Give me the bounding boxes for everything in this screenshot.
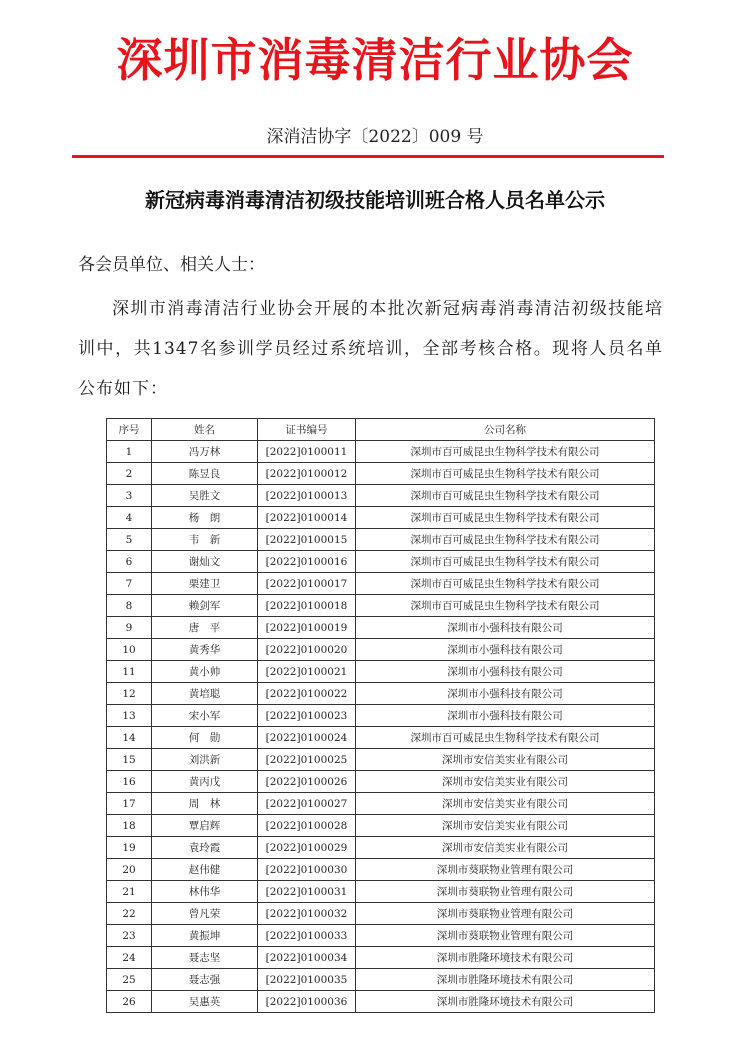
table-row [107,705,655,727]
certificate-cell: [2022]0100013 [258,485,356,507]
red-divider-line [72,155,664,158]
company-cell: 深圳市安信美实业有限公司 [356,837,655,859]
company-cell: 深圳市百可威昆虫生物科学技术有限公司 [356,551,655,573]
table-row [107,727,655,749]
table-row [107,573,655,595]
salutation: 各会员单位、相关人士： [78,255,265,275]
name-cell: 冯万林 [152,441,258,463]
personnel-table [106,418,655,1013]
certificate-cell: [2022]0100033 [258,925,356,947]
table-row [107,595,655,617]
company-cell: 深圳市葵联物业管理有限公司 [356,859,655,881]
table-row [107,617,655,639]
table-row [107,485,655,507]
table-body [107,441,655,1013]
name-cell: 林伟华 [152,881,258,903]
certificate-cell: [2022]0100025 [258,749,356,771]
company-cell: 深圳市百可威昆虫生物科学技术有限公司 [356,573,655,595]
name-cell: 韦 新 [152,529,258,551]
serial-cell: 10 [107,639,152,661]
table-row [107,991,655,1013]
header-name: 姓名 [152,419,258,441]
name-cell: 谢灿文 [152,551,258,573]
serial-cell: 14 [107,727,152,749]
name-cell: 黄小帅 [152,661,258,683]
table-row [107,969,655,991]
serial-cell: 16 [107,771,152,793]
serial-cell: 23 [107,925,152,947]
company-cell: 深圳市百可威昆虫生物科学技术有限公司 [356,529,655,551]
name-cell: 黄秀华 [152,639,258,661]
name-cell: 吴惠英 [152,991,258,1013]
serial-cell: 1 [107,441,152,463]
company-cell: 深圳市葵联物业管理有限公司 [356,881,655,903]
serial-cell: 8 [107,595,152,617]
company-cell: 深圳市葵联物业管理有限公司 [356,925,655,947]
serial-cell: 24 [107,947,152,969]
body-paragraph: 深圳市消毒清洁行业协会开展的本批次新冠病毒消毒清洁初级技能培训中，共1347名参训学员经过系统培训，全部考核合格。现将人员名单公布如下： [78,299,663,399]
header-serial: 序号 [107,419,152,441]
certificate-cell: [2022]0100030 [258,859,356,881]
serial-cell: 20 [107,859,152,881]
certificate-cell: [2022]0100014 [258,507,356,529]
company-cell: 深圳市安信美实业有限公司 [356,815,655,837]
table-row [107,639,655,661]
name-cell: 杨 朗 [152,507,258,529]
serial-cell: 17 [107,793,152,815]
table-row [107,661,655,683]
table-header-row [107,419,655,441]
serial-cell: 25 [107,969,152,991]
company-cell: 深圳市百可威昆虫生物科学技术有限公司 [356,727,655,749]
company-cell: 深圳市胜隆环境技术有限公司 [356,991,655,1013]
table-row [107,441,655,463]
company-cell: 深圳市安信美实业有限公司 [356,793,655,815]
company-cell: 深圳市安信美实业有限公司 [356,749,655,771]
serial-cell: 6 [107,551,152,573]
certificate-cell: [2022]0100024 [258,727,356,749]
certificate-cell: [2022]0100022 [258,683,356,705]
table-row [107,815,655,837]
name-cell: 何 勋 [152,727,258,749]
certificate-cell: [2022]0100034 [258,947,356,969]
company-cell: 深圳市胜隆环境技术有限公司 [356,969,655,991]
serial-cell: 7 [107,573,152,595]
certificate-cell: [2022]0100012 [258,463,356,485]
table-row [107,551,655,573]
company-cell: 深圳市葵联物业管理有限公司 [356,903,655,925]
company-cell: 深圳市小强科技有限公司 [356,617,655,639]
name-cell: 黄丙戊 [152,771,258,793]
name-cell: 黄振坤 [152,925,258,947]
certificate-cell: [2022]0100021 [258,661,356,683]
serial-cell: 5 [107,529,152,551]
serial-cell: 3 [107,485,152,507]
serial-cell: 9 [107,617,152,639]
company-cell: 深圳市小强科技有限公司 [356,683,655,705]
table-row [107,463,655,485]
company-cell: 深圳市胜隆环境技术有限公司 [356,947,655,969]
certificate-cell: [2022]0100015 [258,529,356,551]
table-row [107,859,655,881]
serial-cell: 19 [107,837,152,859]
serial-cell: 4 [107,507,152,529]
header-company: 公司名称 [356,419,655,441]
certificate-cell: [2022]0100011 [258,441,356,463]
company-cell: 深圳市百可威昆虫生物科学技术有限公司 [356,595,655,617]
name-cell: 赖剑军 [152,595,258,617]
name-cell: 聂志坚 [152,947,258,969]
name-cell: 赵伟健 [152,859,258,881]
serial-cell: 15 [107,749,152,771]
table-row [107,837,655,859]
name-cell: 袁玲霞 [152,837,258,859]
name-cell: 唐 平 [152,617,258,639]
name-cell: 栗建卫 [152,573,258,595]
table-row [107,529,655,551]
name-cell: 曾凡荣 [152,903,258,925]
serial-cell: 26 [107,991,152,1013]
certificate-cell: [2022]0100036 [258,991,356,1013]
name-cell: 陈昱良 [152,463,258,485]
name-cell: 聂志强 [152,969,258,991]
name-cell: 吴胜文 [152,485,258,507]
serial-cell: 11 [107,661,152,683]
name-cell: 刘洪新 [152,749,258,771]
serial-cell: 12 [107,683,152,705]
table-row [107,947,655,969]
company-cell: 深圳市安信美实业有限公司 [356,771,655,793]
company-cell: 深圳市小强科技有限公司 [356,639,655,661]
certificate-cell: [2022]0100032 [258,903,356,925]
table-row [107,771,655,793]
certificate-cell: [2022]0100017 [258,573,356,595]
header-certificate: 证书编号 [258,419,356,441]
serial-cell: 22 [107,903,152,925]
table-row [107,507,655,529]
certificate-cell: [2022]0100031 [258,881,356,903]
table-row [107,749,655,771]
name-cell: 黄培聪 [152,683,258,705]
company-cell: 深圳市百可威昆虫生物科学技术有限公司 [356,441,655,463]
certificate-cell: [2022]0100023 [258,705,356,727]
serial-cell: 13 [107,705,152,727]
certificate-cell: [2022]0100027 [258,793,356,815]
name-cell: 周 林 [152,793,258,815]
company-cell: 深圳市百可威昆虫生物科学技术有限公司 [356,463,655,485]
document-number: 深消洁协字〔2022〕009 号 [266,127,484,147]
company-cell: 深圳市百可威昆虫生物科学技术有限公司 [356,507,655,529]
name-cell: 覃启辉 [152,815,258,837]
serial-cell: 18 [107,815,152,837]
table-row [107,881,655,903]
table-row [107,925,655,947]
company-cell: 深圳市小强科技有限公司 [356,661,655,683]
certificate-cell: [2022]0100028 [258,815,356,837]
serial-cell: 21 [107,881,152,903]
table-row [107,683,655,705]
certificate-cell: [2022]0100019 [258,617,356,639]
certificate-cell: [2022]0100020 [258,639,356,661]
certificate-cell: [2022]0100016 [258,551,356,573]
certificate-cell: [2022]0100018 [258,595,356,617]
company-cell: 深圳市百可威昆虫生物科学技术有限公司 [356,485,655,507]
certificate-cell: [2022]0100026 [258,771,356,793]
name-cell: 宋小军 [152,705,258,727]
certificate-cell: [2022]0100029 [258,837,356,859]
table-row [107,793,655,815]
document-title: 新冠病毒消毒清洁初级技能培训班合格人员名单公示 [145,188,605,212]
serial-cell: 2 [107,463,152,485]
table-row [107,903,655,925]
certificate-cell: [2022]0100035 [258,969,356,991]
company-cell: 深圳市小强科技有限公司 [356,705,655,727]
organization-title: 深圳市消毒清洁行业协会 [116,33,634,87]
